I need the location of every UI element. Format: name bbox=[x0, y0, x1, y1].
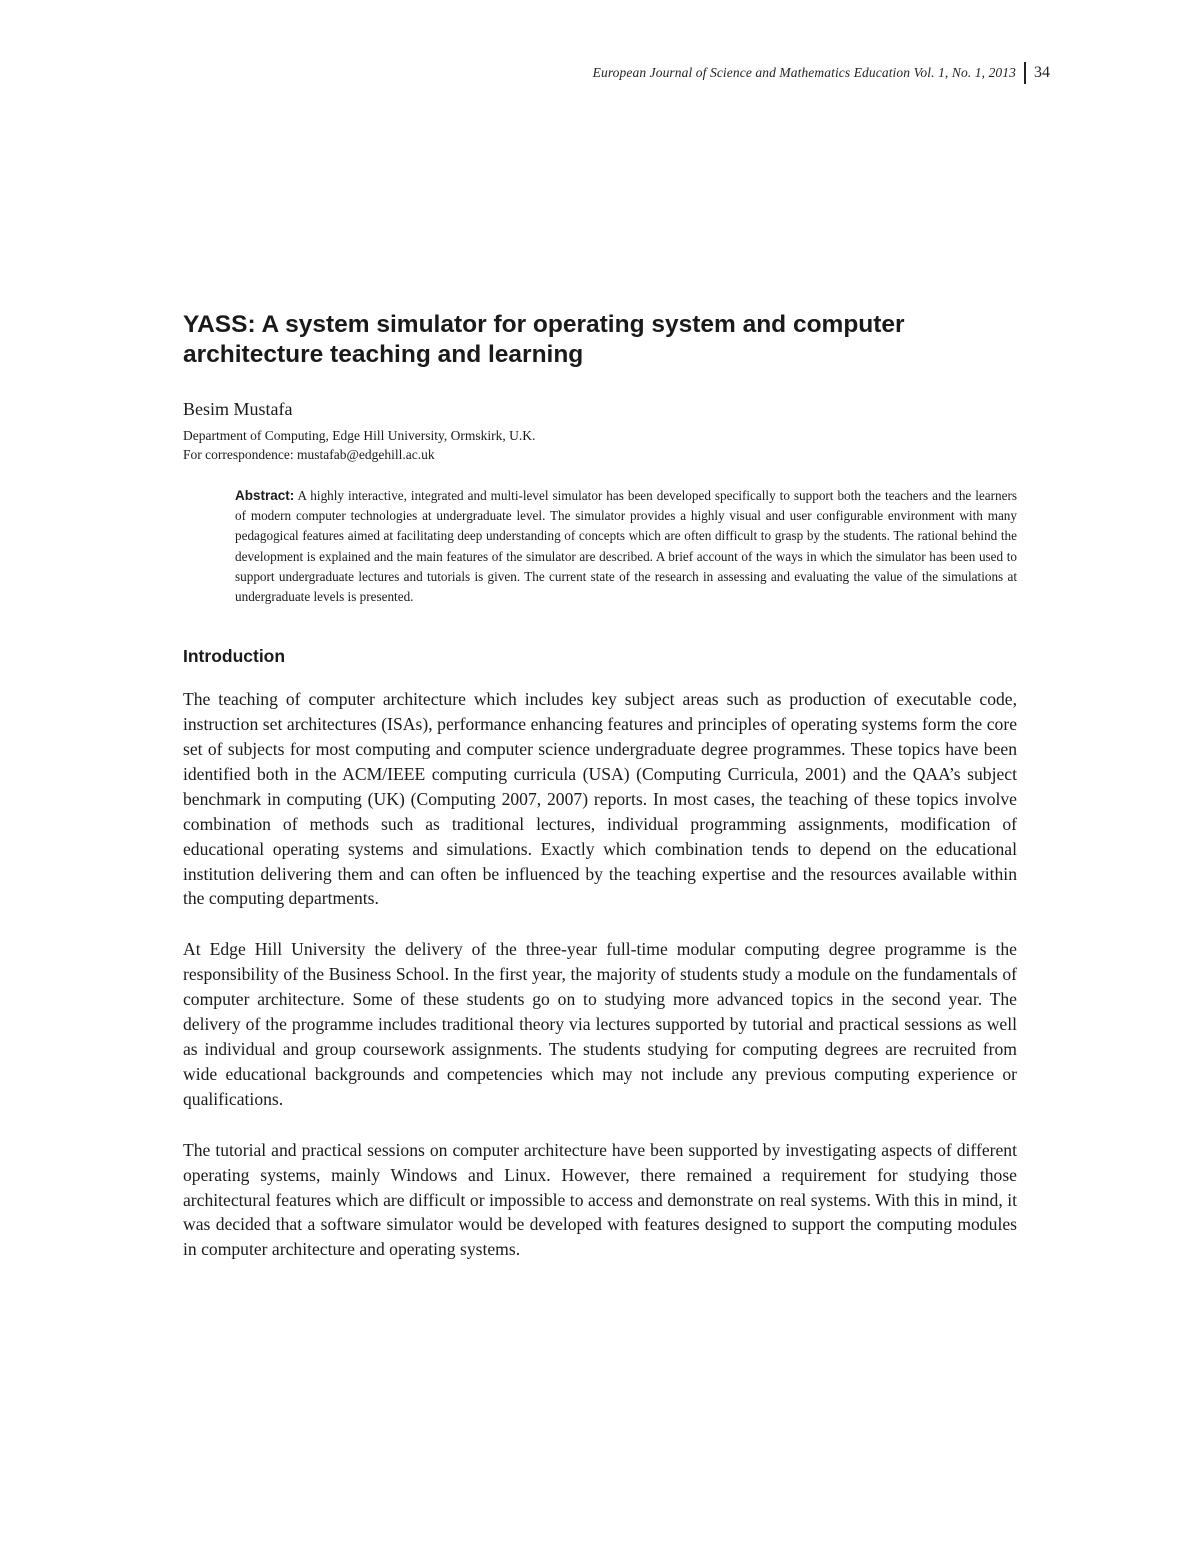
affiliation-line: Department of Computing, Edge Hill University, Ormskirk, U.K. bbox=[183, 428, 536, 443]
author-name: Besim Mustafa bbox=[183, 399, 293, 419]
correspondence-line: For correspondence: mustafab@edgehill.ac.uk bbox=[183, 447, 435, 462]
paragraph: At Edge Hill University the delivery of the three-year full-time modular computing degree programme is the responsibility of the Business School. In the first year, the majority of students study a module on the fundamentals of computer architecture. Some of these students go on to studying more advanced topics in the second year. The delivery of the programme includes traditional theory via lectures supported by tutorial and practical sessions as well as individual and group coursework assignments. The students studying for computing degrees are recruited from wide educational backgrounds and competencies which may not include any previous computing experience or qualifications. bbox=[183, 939, 1017, 1109]
abstract-label: Abstract: bbox=[235, 488, 295, 503]
article-body bbox=[183, 310, 1017, 1280]
paragraph: The teaching of computer architecture which includes key subject areas such as production of executable code, instruction set architectures (ISAs), performance enhancing features and principles of operating systems form the core set of subjects for most computing and computer science undergraduate degree programmes. These topics have been identified both in the ACM/IEEE computing curricula (USA) (Computing Curricula, 2001) and the QAA’s subject benchmark in computing (UK) (Computing 2007, 2007) reports. In most cases, the teaching of these topics involve combination of methods such as traditional lectures, individual programming assignments, modification of educational operating systems and simulations. Exactly which combination tends to depend on the educational institution delivering them and can often be influenced by the teaching expertise and the resources available within the computing departments. bbox=[183, 689, 1017, 909]
abstract-text: A highly interactive, integrated and multi-level simulator has been developed specifically to support both the teachers and the learners of modern computer technologies at undergraduate level. The simulator provides a highly visual and user configurable environment with many pedagogical features aimed at facilitating deep understanding of concepts which are often difficult to grasp by the students. The rational behind the development is explained and the main features of the simulator are described. A brief account of the ways in which the simulator has been used to support undergraduate lectures and tutorials is given. The current state of the research in assessing and evaluating the value of the simulations at undergraduate levels is presented. bbox=[235, 488, 1017, 605]
abstract bbox=[235, 486, 1017, 607]
article-title bbox=[183, 310, 1017, 370]
section-heading-introduction: Introduction bbox=[183, 646, 286, 667]
journal-citation: European Journal of Science and Mathematics Education Vol. 1, No. 1, 2013 bbox=[592, 65, 1016, 80]
paragraph: The tutorial and practical sessions on computer architecture have been supported by investigating aspects of different operating systems, mainly Windows and Linux. However, there remained a requirement for studying those architectural features which are difficult or impossible to access and demonstrate on real systems. With this in mind, it was decided that a software simulator would be developed with features designed to support the computing modules in computer architecture and operating systems. bbox=[183, 1139, 1017, 1260]
title-line-1: YASS: A system simulator for operating system and computer bbox=[183, 311, 905, 338]
header-divider bbox=[1024, 62, 1026, 84]
running-header bbox=[593, 62, 1050, 84]
page-number: 34 bbox=[1034, 64, 1050, 81]
author-affiliation bbox=[183, 426, 1017, 464]
title-line-2: architecture teaching and learning bbox=[183, 341, 584, 368]
